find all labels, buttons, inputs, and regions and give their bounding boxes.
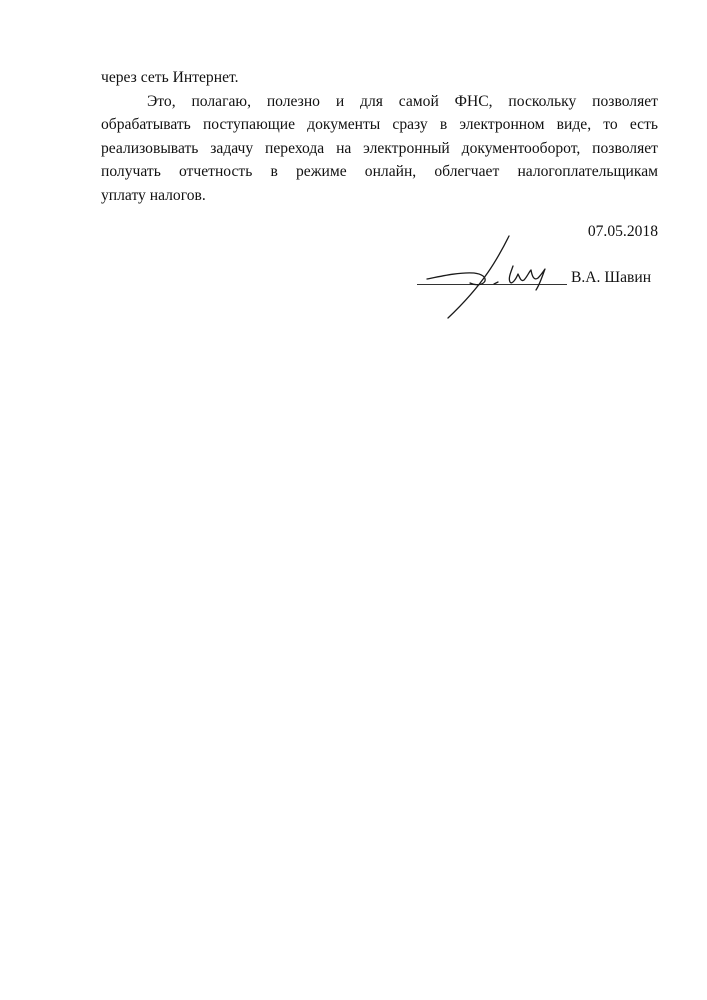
text-line: уплату налогов. xyxy=(101,186,206,204)
signer-name: В.А. Шавин xyxy=(571,269,652,286)
document-date: 07.05.2018 xyxy=(587,223,658,240)
text-line: Это, полагаю, полезно и для самой ФНС, поскольку позволяет xyxy=(147,92,658,110)
text-line: получать отчетность в режиме онлайн, облегчает налогоплательщикам xyxy=(101,163,658,180)
text-line: обрабатывать поступающие документы сразу в электронном виде, то есть xyxy=(101,116,658,133)
text-line: через сеть Интернет. xyxy=(101,69,239,86)
handwritten-signature xyxy=(412,232,572,324)
text-line: реализовывать задачу перехода на электронный документооборот, позволяет xyxy=(101,139,658,157)
document-body xyxy=(101,66,658,207)
